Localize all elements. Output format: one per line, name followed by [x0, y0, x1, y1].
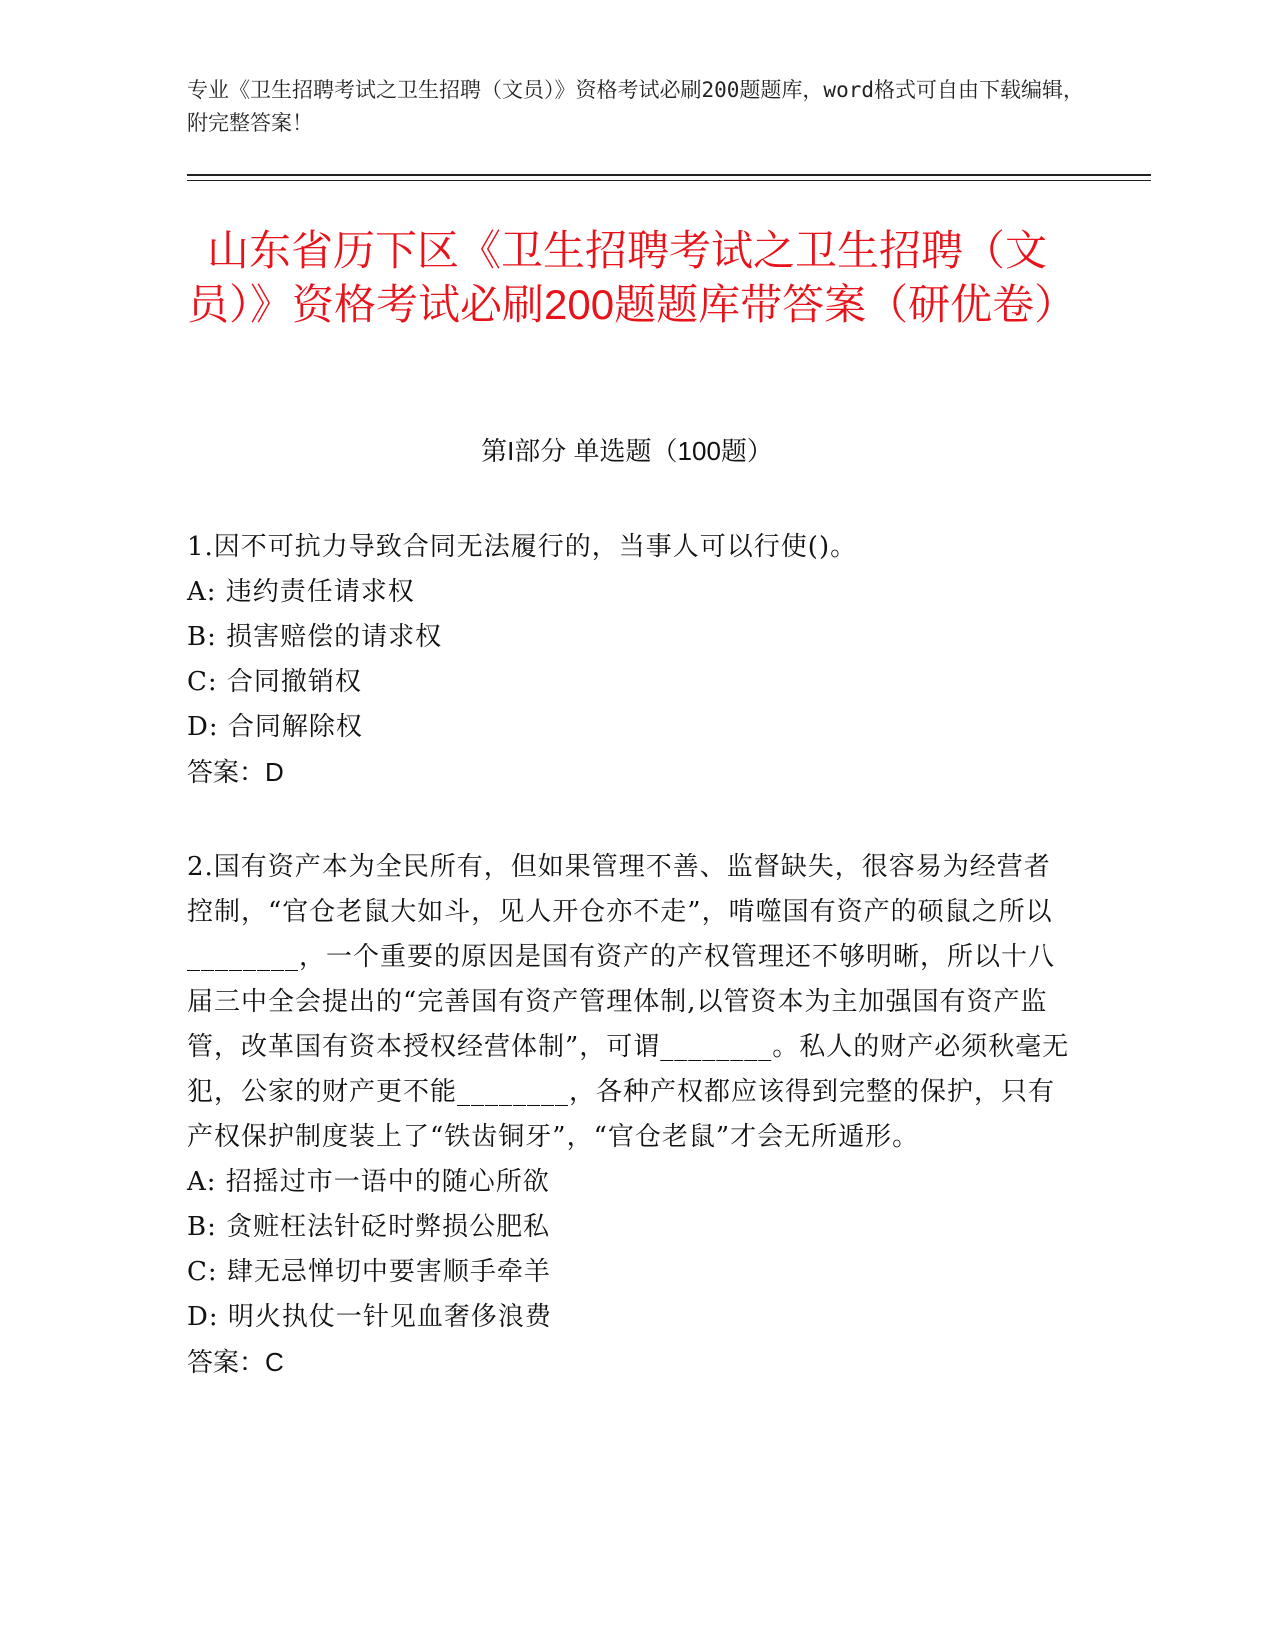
option-b: B: 损害赔偿的请求权 — [187, 622, 443, 652]
option-d: D: 明火执仗一针见血奢侈浪费 — [187, 1302, 552, 1332]
option-c: C: 合同撤销权 — [187, 667, 362, 697]
document-title: 山东省历下区《卫生招聘考试之卫生招聘（文员）》资格考试必刷200题题库带答案（研优卷） — [187, 227, 1077, 328]
option-c: C: 肆无忌惮切中要害顺手牵羊 — [187, 1257, 551, 1287]
section-title: 第I部分 单选题（100题） — [481, 436, 773, 466]
option-a: A: 招摇过市一语中的随心所欲 — [187, 1167, 550, 1197]
option-a: A: 违约责任请求权 — [187, 577, 415, 607]
answer: 答案：D — [187, 757, 284, 787]
option-b: B: 贪赃枉法针砭时弊损公肥私 — [187, 1212, 551, 1242]
question-list — [187, 525, 1077, 1435]
question-stem: 1.因不可抗力导致合同无法履行的，当事人可以行使()。 — [187, 532, 858, 562]
question-1 — [187, 525, 1077, 795]
header-note: 专业《卫生招聘考试之卫生招聘（文员）》资格考试必刷200题题库，word格式可自由下载编辑，附完整答案！ — [187, 78, 1084, 135]
header-divider-thick — [187, 174, 1151, 176]
answer: 答案：C — [187, 1347, 284, 1377]
option-d: D: 合同解除权 — [187, 712, 363, 742]
question-stem: 2.国有资产本为全民所有，但如果管理不善、监督缺失，很容易为经营者控制，“官仓老鼠大如斗，见人开仓亦不走”，啃噬国有资产的硕鼠之所以________，一个重要的原因是国有资产的产权管理还不够明晰，所以十八届三中全会提出的“完善国有资产管理体制,以管资本为主加强国有资产监管，改革国有资本授权经营体制”，可谓________。私人的财产必须秋毫无犯，公家的财产更不能________，各种产权都应该得到完整的保护，只有产权保护制度装上了“铁齿铜牙”，“官仓老鼠”才会无所遁形。 — [187, 852, 1070, 1152]
header-divider-thin — [187, 180, 1151, 181]
question-2 — [187, 845, 1077, 1385]
